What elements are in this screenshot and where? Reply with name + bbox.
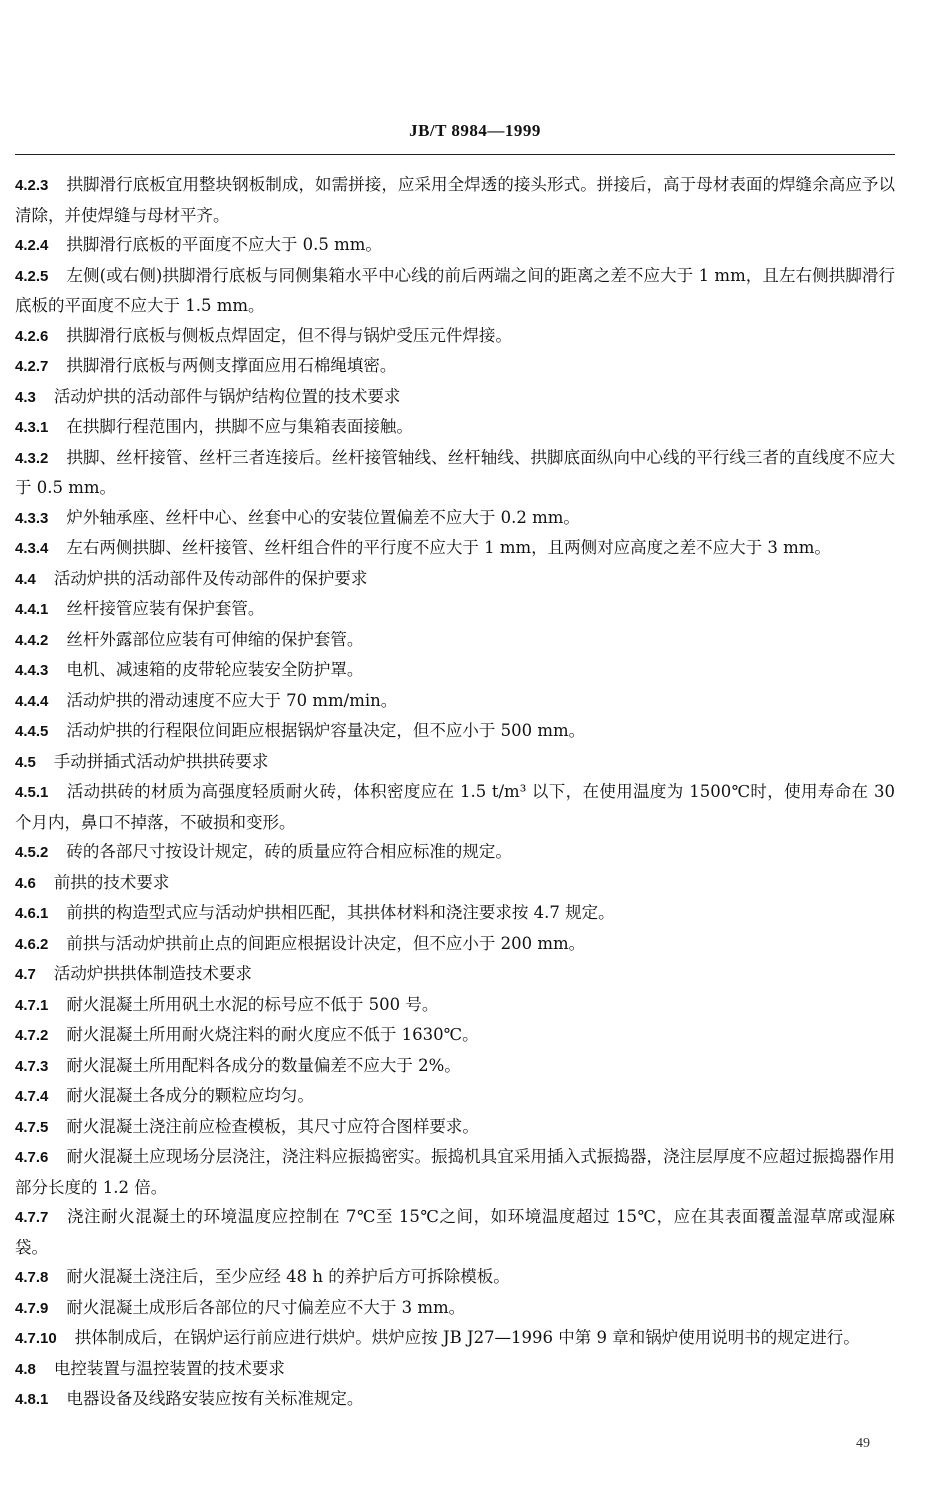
clause-number: 4.4.4 [15,692,49,710]
clause-text: 耐火混凝土浇注前应检查模板，其尺寸应符合图样要求。 [66,1116,479,1136]
section-heading: 前拱的技术要求 [53,872,170,892]
section-number: 4.3 [15,388,36,406]
clause-text: 丝杆外露部位应装有可伸缩的保护套管。 [66,629,364,649]
clause-4-6-1 [15,898,895,929]
clause-number: 4.2.5 [15,267,49,285]
clause-4-7-7 [15,1202,895,1262]
clause-4-7-3 [15,1051,895,1082]
clause-number: 4.6.2 [15,935,49,953]
section-number: 4.8 [15,1360,36,1378]
clause-text: 左右两侧拱脚、丝杆接管、丝杆组合件的平行度不应大于 1 mm，且两侧对应高度之差不应大于 3 mm。 [66,538,831,557]
clause-4-7-1 [15,990,895,1021]
clause-4-2-5 [15,261,895,321]
clause-text: 拱脚滑行底板的平面度不应大于 0.5 mm。 [66,235,382,254]
clause-4-7-2 [15,1020,895,1051]
section-heading: 手动拼插式活动炉拱拱砖要求 [53,751,269,771]
clause-text: 耐火混凝土浇注后，至少应经 48 h 的养护后方可拆除模板。 [66,1267,510,1286]
clause-number: 4.7.10 [15,1330,57,1347]
clause-text: 活动炉拱的滑动速度不应大于 70 mm/min。 [66,690,398,710]
section-number: 4.5 [15,753,36,771]
clause-text: 耐火混凝土所用配料各成分的数量偏差不应大于 2%。 [66,1055,461,1075]
header-rule [15,154,895,155]
document-body [15,170,895,1415]
clause-number: 4.8.1 [15,1391,49,1408]
section-heading: 电控装置与温控装置的技术要求 [53,1358,285,1378]
clause-number: 4.3.3 [15,509,49,527]
clause-number: 4.2.3 [15,177,49,194]
clause-text: 拱脚滑行底板与两侧支撑面应用石棉绳填密。 [66,356,397,375]
clause-4-6-2 [15,929,895,960]
clause-4-2-7 [15,351,895,382]
clause-text: 前拱与活动炉拱前止点的间距应根据设计决定，但不应小于 200 mm。 [66,933,586,953]
clause-number: 4.7.9 [15,1299,49,1317]
clause-number: 4.7.2 [15,1027,49,1044]
clause-4-7-8 [15,1262,895,1293]
clause-number: 4.7.5 [15,1118,49,1136]
clause-text: 耐火混凝土各成分的颗粒应均匀。 [66,1086,314,1105]
clause-number: 4.4.5 [15,723,49,740]
clause-text: 丝杆接管应装有保护套管。 [66,599,265,618]
clause-text: 电器设备及线路安装应按有关标准规定。 [66,1389,364,1408]
section-4-3 [15,382,895,413]
clause-text: 活动炉拱的行程限位间距应根据锅炉容量决定，但不应小于 500 mm。 [66,721,586,740]
section-4-8 [15,1354,895,1385]
section-4-7 [15,959,895,990]
clause-text: 耐火混凝土所用耐火烧注料的耐火度应不低于 1630℃。 [66,1025,479,1044]
clause-4-7-6 [15,1142,895,1202]
clause-text: 拱体制成后，在锅炉运行前应进行烘炉。烘炉应按 JB J27—1996 中第 9 章和锅炉使用说明书的规定进行。 [74,1328,860,1347]
clause-number: 4.4.2 [15,631,49,649]
clause-number: 4.7.7 [15,1209,49,1226]
clause-4-5-1 [15,777,895,837]
clause-text: 拱脚滑行底板与侧板点焊固定，但不得与锅炉受压元件焊接。 [66,325,512,345]
clause-4-4-1 [15,594,895,625]
section-4-6 [15,868,895,899]
clause-4-3-3 [15,503,895,534]
clause-text: 拱脚滑行底板宜用整块钢板制成，如需拼接，应采用全焊透的接头形式。拼接后，高于母材表面的焊缝余高应予以清除，并使焊缝与母材平齐。 [15,175,895,225]
section-heading: 活动炉拱的活动部件与锅炉结构位置的技术要求 [53,386,401,406]
clause-4-7-4 [15,1081,895,1112]
clause-text: 前拱的构造型式应与活动炉拱相匹配，其拱体材料和浇注要求按 4.7 规定。 [66,903,615,922]
clause-text: 炉外轴承座、丝杆中心、丝套中心的安装位置偏差不应大于 0.2 mm。 [66,507,580,527]
clause-4-2-6 [15,321,895,352]
section-number: 4.6 [15,874,36,892]
section-heading: 活动炉拱的活动部件及传动部件的保护要求 [53,568,368,588]
section-4-5 [15,747,895,778]
clause-4-7-10 [15,1323,895,1354]
clause-text: 耐火混凝土成形后各部位的尺寸偏差应不大于 3 mm。 [66,1297,466,1317]
clause-number: 4.2.7 [15,358,49,375]
clause-text: 电机、减速箱的皮带轮应装安全防护罩。 [66,660,364,679]
clause-number: 4.7.6 [15,1149,49,1166]
clause-number: 4.7.1 [15,996,49,1014]
clause-4-4-2 [15,625,895,656]
clause-4-4-5 [15,716,895,747]
clause-4-3-2 [15,443,895,503]
clause-number: 4.7.8 [15,1269,49,1286]
clause-4-2-4 [15,230,895,261]
clause-text: 活动拱砖的材质为高强度轻质耐火砖，体积密度应在 1.5 t/m³ 以下，在使用温度为 1500℃时，使用寿命在 30 个月内，鼻口不掉落，不破损和变形。 [15,782,895,832]
clause-4-3-1 [15,412,895,443]
clause-text: 浇注耐火混凝土的环境温度应控制在 7℃至 15℃之间，如环境温度超过 15℃，应在其表面覆盖湿草席或湿麻袋。 [15,1207,895,1257]
page-header: JB/T 8984—1999 [409,121,541,140]
clause-number: 4.6.1 [15,905,49,922]
clause-text: 耐火混凝土应现场分层浇注，浇注料应振捣密实。振捣机具宜采用插入式振捣器，浇注层厚度不应超过振捣器作用部分长度的 1.2 倍。 [15,1147,895,1197]
clause-number: 4.4.3 [15,662,49,679]
clause-text: 砖的各部尺寸按设计规定，砖的质量应符合相应标准的规定。 [66,842,512,861]
clause-text: 左侧(或右侧)拱脚滑行底板与同侧集箱水平中心线的前后两端之间的距离之差不应大于 1 mm，且左右侧拱脚滑行底板的平面度不应大于 1.5 mm。 [15,265,895,315]
clause-number: 4.3.2 [15,449,49,467]
clause-number: 4.2.6 [15,327,49,345]
clause-text: 耐火混凝土所用矾土水泥的标号应不低于 500 号。 [66,994,439,1014]
section-number: 4.4 [15,570,36,588]
section-number: 4.7 [15,966,36,983]
clause-number: 4.4.1 [15,601,49,618]
clause-number: 4.7.4 [15,1088,49,1105]
clause-4-3-4 [15,533,895,564]
clause-4-2-3 [15,170,895,230]
clause-number: 4.3.4 [15,540,49,557]
section-heading: 活动炉拱拱体制造技术要求 [53,964,252,983]
clause-4-4-3 [15,655,895,686]
clause-4-4-4 [15,686,895,717]
clause-number: 4.5.1 [15,784,49,801]
clause-4-5-2 [15,837,895,868]
clause-4-8-1 [15,1384,895,1415]
clause-number: 4.5.2 [15,844,49,861]
clause-4-7-9 [15,1293,895,1324]
clause-number: 4.2.4 [15,237,49,254]
clause-number: 4.7.3 [15,1057,49,1075]
clause-4-7-5 [15,1112,895,1143]
section-4-4 [15,564,895,595]
clause-text: 在拱脚行程范围内，拱脚不应与集箱表面接触。 [66,417,413,436]
page-number: 49 [856,1436,870,1451]
clause-number: 4.3.1 [15,419,49,436]
clause-text: 拱脚、丝杆接管、丝杆三者连接后。丝杆接管轴线、丝杆轴线、拱脚底面纵向中心线的平行线三者的直线度不应大于 0.5 mm。 [15,447,895,497]
